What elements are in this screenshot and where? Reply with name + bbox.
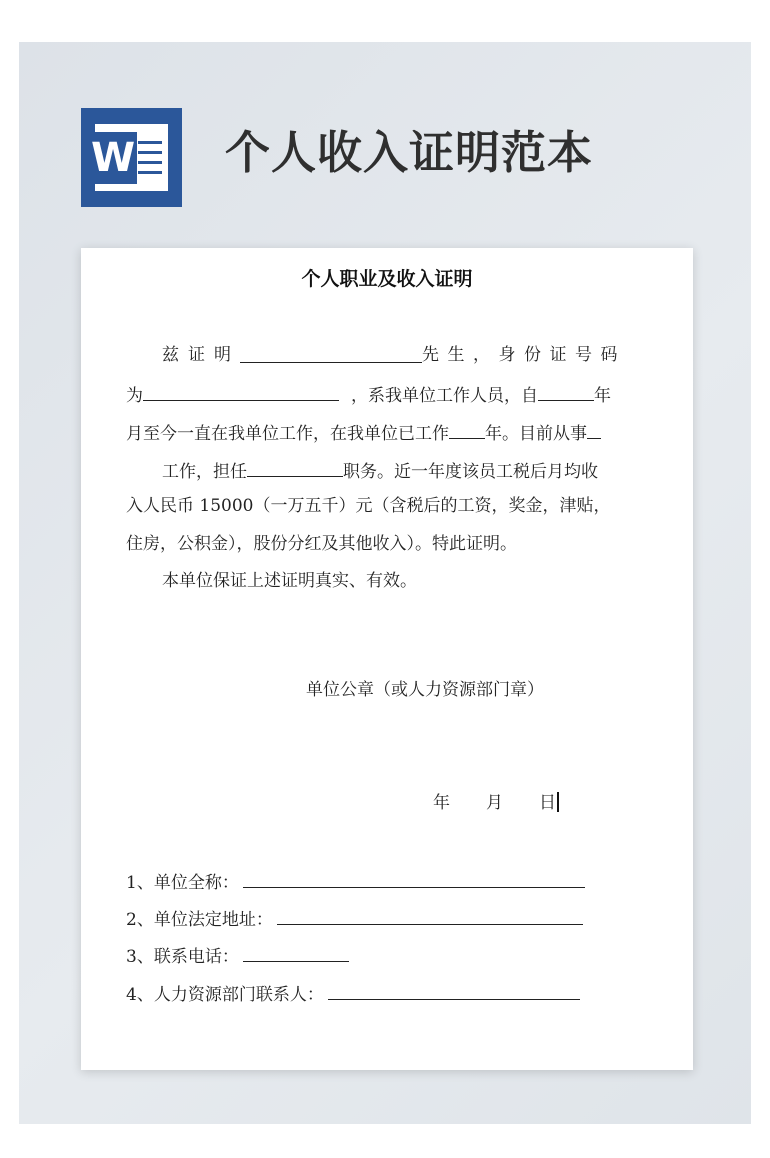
document-title: 个人职业及收入证明 — [301, 268, 473, 290]
current-work-text: 年。目前从事 — [485, 424, 587, 444]
text-cursor — [557, 792, 559, 812]
income-clause: 职务。近一年度该员工税后月均收 — [343, 462, 598, 482]
employee-name-blank[interactable] — [240, 343, 422, 363]
contact-line-phone — [126, 942, 349, 969]
year-label: 年 — [594, 386, 611, 406]
position-blank[interactable] — [247, 457, 343, 477]
body-line-3 — [126, 419, 626, 446]
body-line-5: 入人民币 15000（一万五千）元（含税后的工资，奖金，津贴， — [126, 496, 611, 516]
contact-line-company-name — [126, 868, 585, 895]
date-line — [433, 791, 559, 815]
contact-label: 1、单位全称： — [126, 873, 239, 893]
word-icon — [81, 108, 182, 207]
seal-label: 单位公章（或人力资源部门章） — [306, 680, 544, 700]
body-line-6: 住房，公积金），股份分红及其他收入）。特此证明。 — [126, 534, 517, 554]
contact-line-hr-contact — [126, 980, 580, 1007]
position-lead: 工作，担任 — [162, 462, 247, 482]
body-line-1 — [162, 343, 626, 367]
years-worked-blank[interactable] — [449, 419, 485, 439]
contact-label: 3、联系电话： — [126, 947, 239, 967]
company-name-blank[interactable] — [243, 868, 585, 888]
document-page — [81, 248, 693, 1070]
date-year: 年 — [433, 793, 450, 813]
phone-blank[interactable] — [243, 942, 349, 962]
lead-wei: 为 — [126, 386, 143, 406]
hr-contact-blank[interactable] — [328, 980, 580, 1000]
legal-address-blank[interactable] — [277, 905, 583, 925]
employment-clause: ，系我单位工作人员，自 — [351, 386, 538, 406]
id-number-blank[interactable] — [143, 381, 339, 401]
contact-line-legal-address — [126, 905, 583, 932]
banner-title: 个人收入证明范本 — [225, 126, 594, 179]
contact-label: 2、单位法定地址： — [126, 910, 273, 930]
start-year-blank[interactable] — [538, 381, 594, 401]
date-month: 月 — [486, 793, 503, 813]
body-line-7: 本单位保证上述证明真实、有效。 — [162, 571, 417, 591]
work-type-blank[interactable] — [587, 419, 601, 439]
body-line-4 — [162, 457, 662, 484]
body-line-2 — [126, 381, 626, 408]
date-day: 日 — [539, 793, 556, 813]
lead-zizhengming: 兹证明 — [162, 345, 240, 365]
contact-label: 4、人力资源部门联系人： — [126, 985, 324, 1005]
line1-tail: 先生，身份证号码 — [422, 345, 626, 365]
tenure-text: 月至今一直在我单位工作，在我单位已工作 — [126, 424, 449, 444]
word-icon-letter: W — [89, 132, 137, 184]
